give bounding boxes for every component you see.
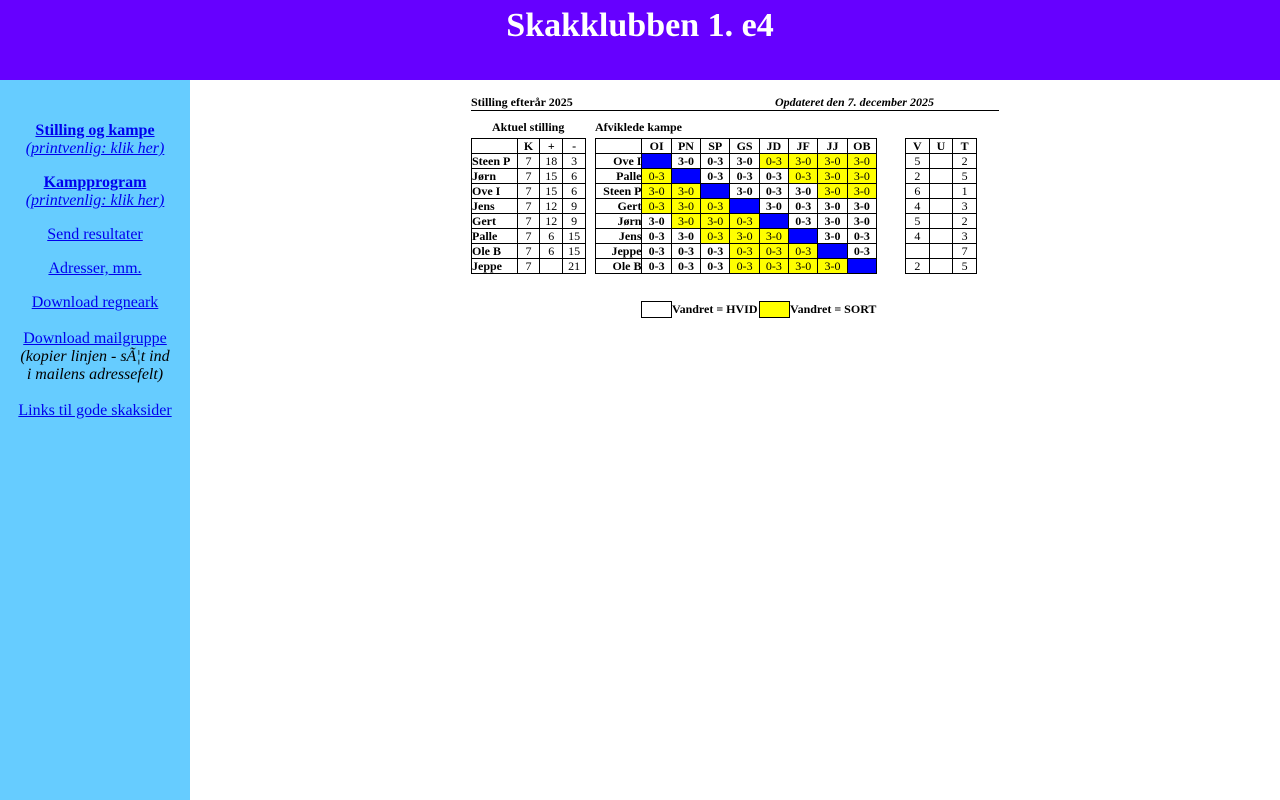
losses-count: 2 — [953, 214, 977, 229]
self-cell — [847, 259, 876, 274]
standings-row — [472, 229, 586, 244]
matches-row — [596, 259, 877, 274]
standings-row — [472, 169, 586, 184]
matches-row — [596, 199, 877, 214]
draws-count — [929, 154, 953, 169]
games-count: 7 — [517, 199, 540, 214]
matches-row — [596, 154, 877, 169]
standings-header-cell: K — [517, 139, 540, 154]
match-player-name: Jens — [596, 229, 642, 244]
games-count: 7 — [517, 229, 540, 244]
results-row — [906, 184, 977, 199]
legend-white-swatch — [641, 301, 672, 318]
wins-count: 5 — [906, 214, 930, 229]
match-player-name: Ole B — [596, 259, 642, 274]
match-result: 0-3 — [789, 199, 818, 214]
points-against: 6 — [563, 169, 586, 184]
nav-download-sheet-block — [0, 294, 190, 312]
draws-count — [929, 259, 953, 274]
results-row — [906, 154, 977, 169]
match-result: 0-3 — [789, 214, 818, 229]
wins-count: 2 — [906, 169, 930, 184]
match-player-name: Jeppe — [596, 244, 642, 259]
match-result: 3-0 — [789, 154, 818, 169]
wins-count — [906, 244, 930, 259]
wins-count: 2 — [906, 259, 930, 274]
match-result: 3-0 — [789, 184, 818, 199]
nav-send-results-link[interactable]: Send resultater — [47, 226, 143, 243]
match-result: 0-3 — [642, 259, 671, 274]
standings-row — [472, 214, 586, 229]
match-result: 0-3 — [642, 199, 671, 214]
matches-header-cell: GS — [730, 139, 759, 154]
match-result: 3-0 — [730, 229, 759, 244]
losses-count: 1 — [953, 184, 977, 199]
match-result: 3-0 — [818, 259, 847, 274]
results-header-cell: V — [906, 139, 930, 154]
matches-header-cell: JD — [759, 139, 788, 154]
standings-row — [472, 259, 586, 274]
draws-count — [929, 229, 953, 244]
legend-black-swatch — [759, 301, 790, 318]
games-count: 7 — [517, 169, 540, 184]
match-result: 3-0 — [759, 199, 788, 214]
match-player-name: Gert — [596, 199, 642, 214]
self-cell — [818, 244, 847, 259]
match-result: 3-0 — [671, 229, 700, 244]
match-player-name: Ove I — [596, 154, 642, 169]
match-result: 0-3 — [759, 154, 788, 169]
standings-header-row — [472, 139, 586, 154]
match-result: 3-0 — [730, 184, 759, 199]
losses-count: 2 — [953, 154, 977, 169]
results-header-cell: U — [929, 139, 953, 154]
match-result: 0-3 — [759, 184, 788, 199]
points-for: 6 — [540, 229, 563, 244]
games-count: 7 — [517, 259, 540, 274]
nav-mailgroup-block — [0, 330, 190, 384]
games-count: 7 — [517, 214, 540, 229]
match-result: 3-0 — [671, 154, 700, 169]
match-result: 3-0 — [847, 199, 876, 214]
match-result: 3-0 — [847, 169, 876, 184]
results-row — [906, 199, 977, 214]
match-result: 0-3 — [701, 199, 730, 214]
wins-count: 4 — [906, 199, 930, 214]
updated-date: Opdateret den 7. december 2025 — [775, 95, 934, 109]
results-header-cell: T — [953, 139, 977, 154]
title-row — [471, 94, 999, 111]
match-result: 0-3 — [730, 214, 759, 229]
games-count: 7 — [517, 244, 540, 259]
standings-label: Aktuel stilling — [492, 120, 565, 134]
match-result: 3-0 — [642, 214, 671, 229]
losses-count: 3 — [953, 199, 977, 214]
match-result: 3-0 — [818, 229, 847, 244]
standings-header-cell: - — [563, 139, 586, 154]
matches-header-cell: SP — [701, 139, 730, 154]
points-against: 15 — [563, 229, 586, 244]
match-result: 3-0 — [671, 184, 700, 199]
nav-program-print-link[interactable]: (printvenlig: klik her) — [25, 192, 165, 209]
games-count: 7 — [517, 184, 540, 199]
match-result: 0-3 — [847, 229, 876, 244]
player-name: Ole B — [472, 244, 518, 259]
points-against: 6 — [563, 184, 586, 199]
player-name: Jørn — [472, 169, 518, 184]
points-for: 12 — [540, 199, 563, 214]
match-result: 3-0 — [789, 259, 818, 274]
mailgroup-note-line2: i mailens adressefelt) — [26, 366, 164, 383]
nav-download-sheet-link[interactable]: Download regneark — [31, 294, 159, 311]
wins-count: 4 — [906, 229, 930, 244]
matches-header-row — [596, 139, 877, 154]
match-result: 3-0 — [818, 169, 847, 184]
results-row — [906, 169, 977, 184]
standings-header-cell: + — [540, 139, 563, 154]
nav-standings-print-link[interactable]: (printvenlig: klik her) — [25, 140, 165, 157]
match-result: 0-3 — [730, 244, 759, 259]
draws-count — [929, 244, 953, 259]
games-count: 7 — [517, 154, 540, 169]
match-result: 0-3 — [701, 169, 730, 184]
standings-row — [472, 199, 586, 214]
match-result: 0-3 — [789, 244, 818, 259]
match-player-name: Palle — [596, 169, 642, 184]
match-result: 3-0 — [818, 154, 847, 169]
player-name: Palle — [472, 229, 518, 244]
points-for: 15 — [540, 169, 563, 184]
matches-header-cell: OI — [642, 139, 671, 154]
player-name: Jeppe — [472, 259, 518, 274]
matches-table — [595, 138, 877, 274]
match-result: 0-3 — [701, 244, 730, 259]
draws-count — [929, 169, 953, 184]
matches-row — [596, 184, 877, 199]
standings-row — [472, 184, 586, 199]
player-name: Jens — [472, 199, 518, 214]
match-result: 0-3 — [671, 244, 700, 259]
match-result: 0-3 — [789, 169, 818, 184]
self-cell — [789, 229, 818, 244]
match-result: 0-3 — [759, 169, 788, 184]
match-result: 0-3 — [701, 229, 730, 244]
match-result: 0-3 — [642, 169, 671, 184]
match-result: 0-3 — [671, 259, 700, 274]
draws-count — [929, 184, 953, 199]
page-title: Stilling efterår 2025 — [471, 95, 573, 109]
matches-header-cell: JF — [789, 139, 818, 154]
nav-addresses-link[interactable]: Adresser, mm. — [48, 260, 142, 277]
sidebar-nav — [0, 80, 190, 800]
points-against: 9 — [563, 199, 586, 214]
match-result: 3-0 — [818, 214, 847, 229]
self-cell — [642, 154, 671, 169]
match-player-name: Steen P — [596, 184, 642, 199]
results-row — [906, 244, 977, 259]
losses-count: 5 — [953, 259, 977, 274]
matches-row — [596, 214, 877, 229]
draws-count — [929, 214, 953, 229]
header-banner — [0, 0, 1280, 80]
nav-program-link[interactable]: Kampprogram — [43, 174, 147, 191]
legend-white-label: Vandret = HVID — [672, 302, 758, 316]
matches-header-cell — [596, 139, 642, 154]
losses-count: 7 — [953, 244, 977, 259]
match-result: 0-3 — [642, 244, 671, 259]
matches-header-cell: JJ — [818, 139, 847, 154]
points-against: 3 — [563, 154, 586, 169]
match-player-name: Jørn — [596, 214, 642, 229]
self-cell — [701, 184, 730, 199]
wins-count: 5 — [906, 154, 930, 169]
points-for: 18 — [540, 154, 563, 169]
match-result: 0-3 — [642, 229, 671, 244]
matches-label: Afviklede kampe — [595, 120, 682, 134]
matches-header-cell: OB — [847, 139, 876, 154]
nav-chess-links-link[interactable]: Links til gode skaksider — [18, 402, 172, 419]
standings-row — [472, 154, 586, 169]
match-result: 0-3 — [701, 154, 730, 169]
matches-row — [596, 229, 877, 244]
points-against: 15 — [563, 244, 586, 259]
site-title: Skakklubben 1. e4 — [506, 7, 774, 44]
standings-row — [472, 244, 586, 259]
nav-send-results-block — [0, 226, 190, 244]
match-result: 3-0 — [671, 214, 700, 229]
points-for — [540, 259, 563, 274]
results-header-row — [906, 139, 977, 154]
legend-black-label: Vandret = SORT — [790, 302, 877, 316]
matches-row — [596, 169, 877, 184]
match-result: 3-0 — [671, 199, 700, 214]
match-result: 0-3 — [759, 244, 788, 259]
match-result: 3-0 — [642, 184, 671, 199]
points-for: 15 — [540, 184, 563, 199]
match-result: 3-0 — [759, 229, 788, 244]
results-row — [906, 259, 977, 274]
player-name: Steen P — [472, 154, 518, 169]
match-result: 0-3 — [730, 169, 759, 184]
points-for: 12 — [540, 214, 563, 229]
match-result: 3-0 — [818, 199, 847, 214]
nav-addresses-block — [0, 260, 190, 278]
points-against: 9 — [563, 214, 586, 229]
nav-standings-link[interactable]: Stilling og kampe — [35, 122, 155, 139]
match-result: 3-0 — [730, 154, 759, 169]
match-result: 0-3 — [701, 259, 730, 274]
standings-header-cell — [472, 139, 518, 154]
results-row — [906, 214, 977, 229]
losses-count: 5 — [953, 169, 977, 184]
standings-table — [471, 138, 586, 274]
wins-count: 6 — [906, 184, 930, 199]
losses-count: 3 — [953, 229, 977, 244]
match-result: 3-0 — [701, 214, 730, 229]
match-result: 3-0 — [847, 184, 876, 199]
self-cell — [671, 169, 700, 184]
player-name: Ove I — [472, 184, 518, 199]
match-result: 3-0 — [847, 214, 876, 229]
match-result: 0-3 — [730, 259, 759, 274]
nav-program-block — [0, 174, 190, 210]
results-table — [905, 138, 977, 274]
mailgroup-note-line1: (kopier linjen - sÃ¦t ind — [20, 348, 170, 365]
matches-row — [596, 244, 877, 259]
nav-download-mailgroup-link[interactable]: Download mailgruppe — [23, 330, 167, 347]
points-for: 6 — [540, 244, 563, 259]
matches-header-cell: PN — [671, 139, 700, 154]
match-result: 0-3 — [847, 244, 876, 259]
match-result: 3-0 — [847, 154, 876, 169]
match-result: 3-0 — [818, 184, 847, 199]
nav-links-block — [0, 402, 190, 420]
match-result: 0-3 — [759, 259, 788, 274]
nav-standings-block — [0, 122, 190, 158]
results-row — [906, 229, 977, 244]
self-cell — [759, 214, 788, 229]
player-name: Gert — [472, 214, 518, 229]
self-cell — [730, 199, 759, 214]
points-against: 21 — [563, 259, 586, 274]
draws-count — [929, 199, 953, 214]
